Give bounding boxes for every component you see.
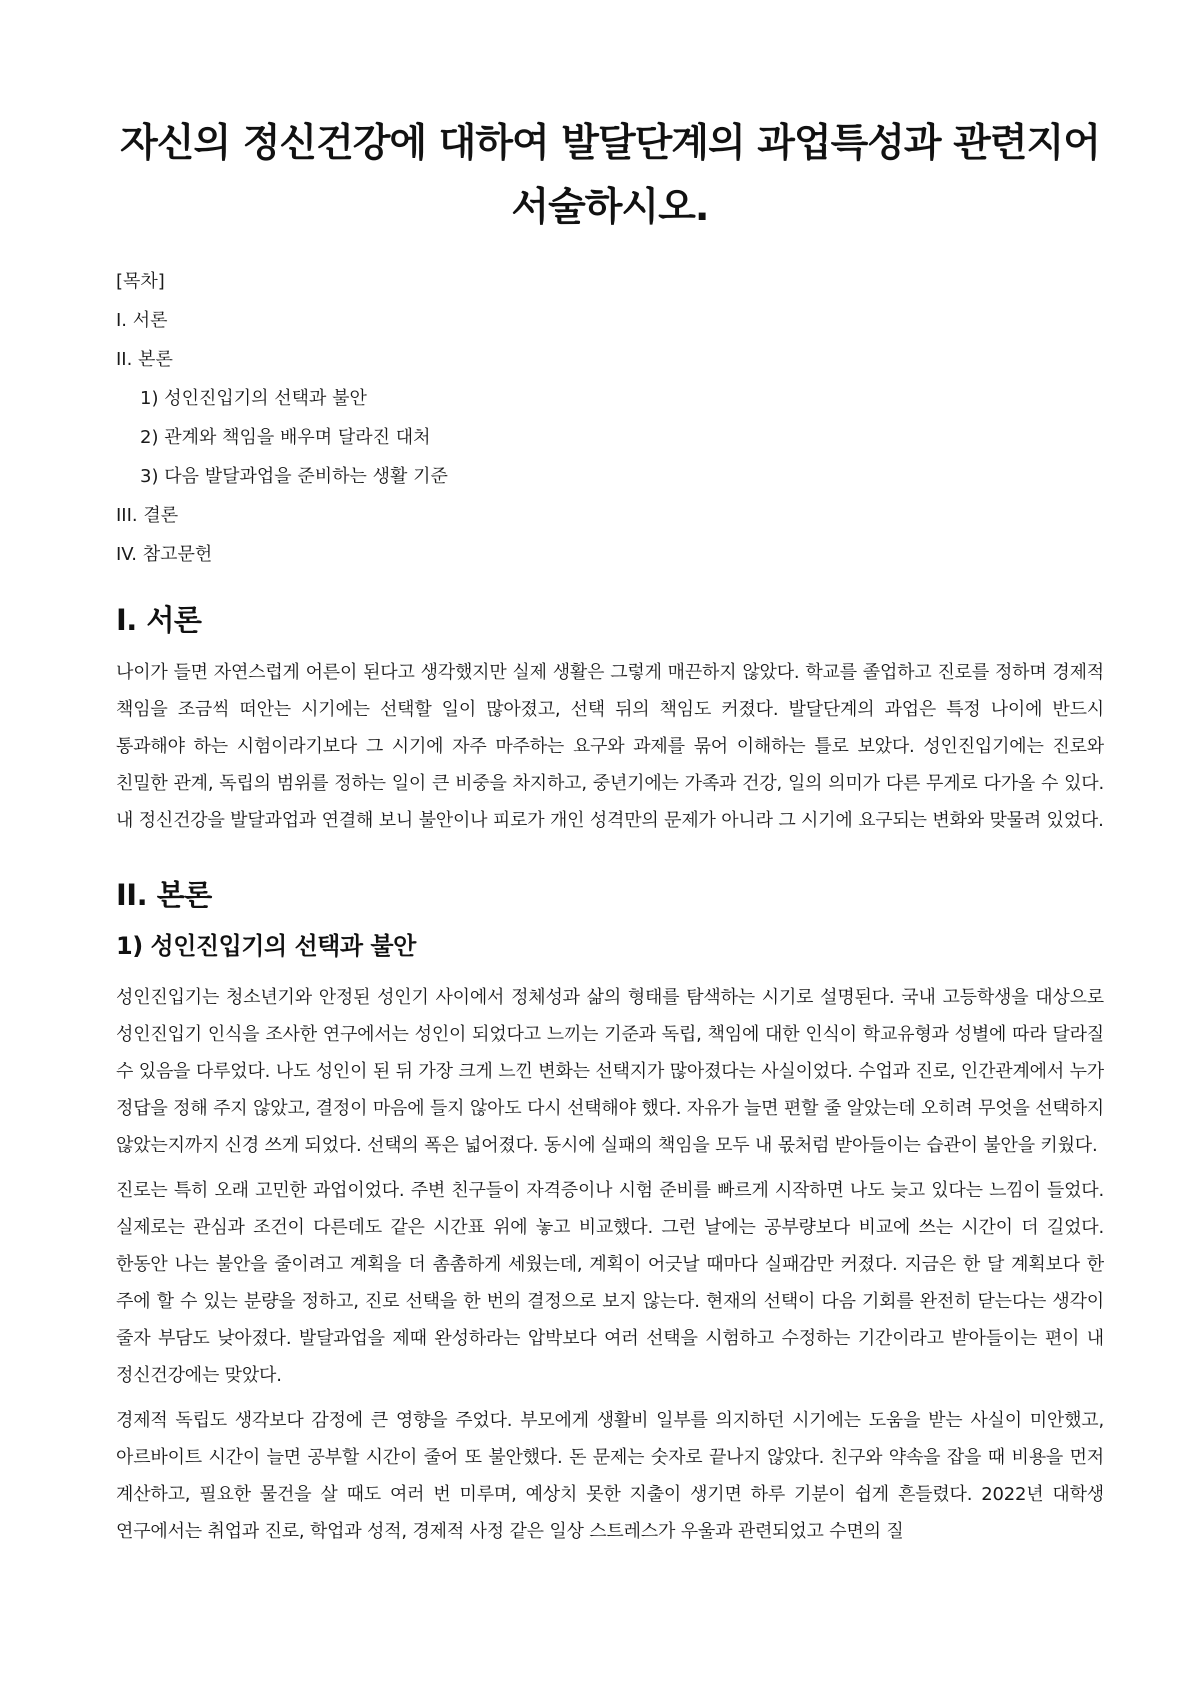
table-of-contents: [116, 262, 1104, 574]
toc-item-body-3: 3) 다음 발달과업을 준비하는 생활 기준: [140, 466, 448, 487]
subsection-heading-1: 1) 성인진입기의 선택과 불안: [116, 932, 416, 960]
toc-heading: [목차]: [116, 271, 165, 292]
toc-item-conclusion: III. 결론: [116, 505, 179, 526]
intro-paragraph: 나이가 들면 자연스럽게 어른이 된다고 생각했지만 실제 생활은 그렇게 매끈하지 않았다. 학교를 졸업하고 진로를 정하며 경제적 책임을 조금씩 떠안는 시기에는 선택할 일이 많아졌고, 선택 뒤의 책임도 커졌다. 발달단계의 과업은 특정 나이에 반드시 통과해야 하는 시험이라기보다 그 시기에 자주 마주하는 요구와 과제를 묶어 이해하는 틀로 보았다. 성인진입기에는 진로와 친밀한 관계, 독립의 범위를 정하는 일이 큰 비중을 차지하고, 중년기에는 가족과 건강, 일의 의미가 다른 무게로 다가올 수 있다. 내 정신건강을 발달과업과 연결해 보니 불안이나 피로가 개인 성격만의 문제가 아니라 그 시기에 요구되는 변화와 맞물려 있었다.: [116, 662, 1104, 831]
toc-item-body-1: 1) 성인진입기의 선택과 불안: [140, 388, 367, 409]
toc-item-intro: I. 서론: [116, 310, 168, 331]
body-paragraph: 진로는 특히 오래 고민한 과업이었다. 주변 친구들이 자격증이나 시험 준비를 빠르게 시작하면 나도 늦고 있다는 느낌이 들었다. 실제로는 관심과 조건이 다른데도 같은 시간표 위에 놓고 비교했다. 그런 날에는 공부량보다 비교에 쓰는 시간이 더 길었다. 한동안 나는 불안을 줄이려고 계획을 더 촘촘하게 세웠는데, 계획이 어긋날 때마다 실패감만 커졌다. 지금은 한 달 계획보다 한 주에 할 수 있는 분량을 정하고, 진로 선택을 한 번의 결정으로 보지 않는다. 현재의 선택이 다음 기회를 완전히 닫는다는 생각이 줄자 부담도 낮아졌다. 발달과업을 제때 완성하라는 압박보다 여러 선택을 시험하고 수정하는 기간이라고 받아들이는 편이 내 정신건강에는 맞았다.: [116, 1180, 1104, 1386]
document-title: 자신의 정신건강에 대하여 발달단계의 과업특성과 관련지어 서술하시오.: [120, 121, 1100, 230]
section-body: [116, 875, 1104, 1550]
body-paragraph: 경제적 독립도 생각보다 감정에 큰 영향을 주었다. 부모에게 생활비 일부를 의지하던 시기에는 도움을 받는 사실이 미안했고, 아르바이트 시간이 늘면 공부할 시간이 줄어 또 불안했다. 돈 문제는 숫자로 끝나지 않았다. 친구와 약속을 잡을 때 비용을 먼저 계산하고, 필요한 물건을 살 때도 여러 번 미루며, 예상치 못한 지출이 생기면 하루 기분이 쉽게 흔들렸다. 2022년 대학생 연구에서는 취업과 진로, 학업과 성적, 경제적 사정 같은 일상 스트레스가 우울과 관련되었고 수면의 질: [116, 1410, 1104, 1542]
section-heading-introduction: I. 서론: [116, 603, 202, 637]
body-paragraph: 성인진입기는 청소년기와 안정된 성인기 사이에서 정체성과 삶의 형태를 탐색하는 시기로 설명된다. 국내 고등학생을 대상으로 성인진입기 인식을 조사한 연구에서는 성인이 되었다고 느끼는 기준과 독립, 책임에 대한 인식이 학교유형과 성별에 따라 달라질 수 있음을 다루었다. 나도 성인이 된 뒤 가장 크게 느낀 변화는 선택지가 많아졌다는 사실이었다. 수업과 진로, 인간관계에서 누가 정답을 정해 주지 않았고, 결정이 마음에 들지 않아도 다시 선택해야 했다. 자유가 늘면 편할 줄 알았는데 오히려 무엇을 선택하지 않았는지까지 신경 쓰게 되었다. 선택의 폭은 넓어졌다. 동시에 실패의 책임을 모두 내 몫처럼 받아들이는 습관이 불안을 키웠다.: [116, 987, 1104, 1156]
toc-item-body-2: 2) 관계와 책임을 배우며 달라진 대처: [140, 427, 431, 448]
section-introduction: [116, 600, 1104, 839]
toc-item-references: IV. 참고문헌: [116, 544, 213, 565]
section-heading-body: II. 본론: [116, 878, 212, 912]
toc-item-body: II. 본론: [116, 349, 173, 370]
